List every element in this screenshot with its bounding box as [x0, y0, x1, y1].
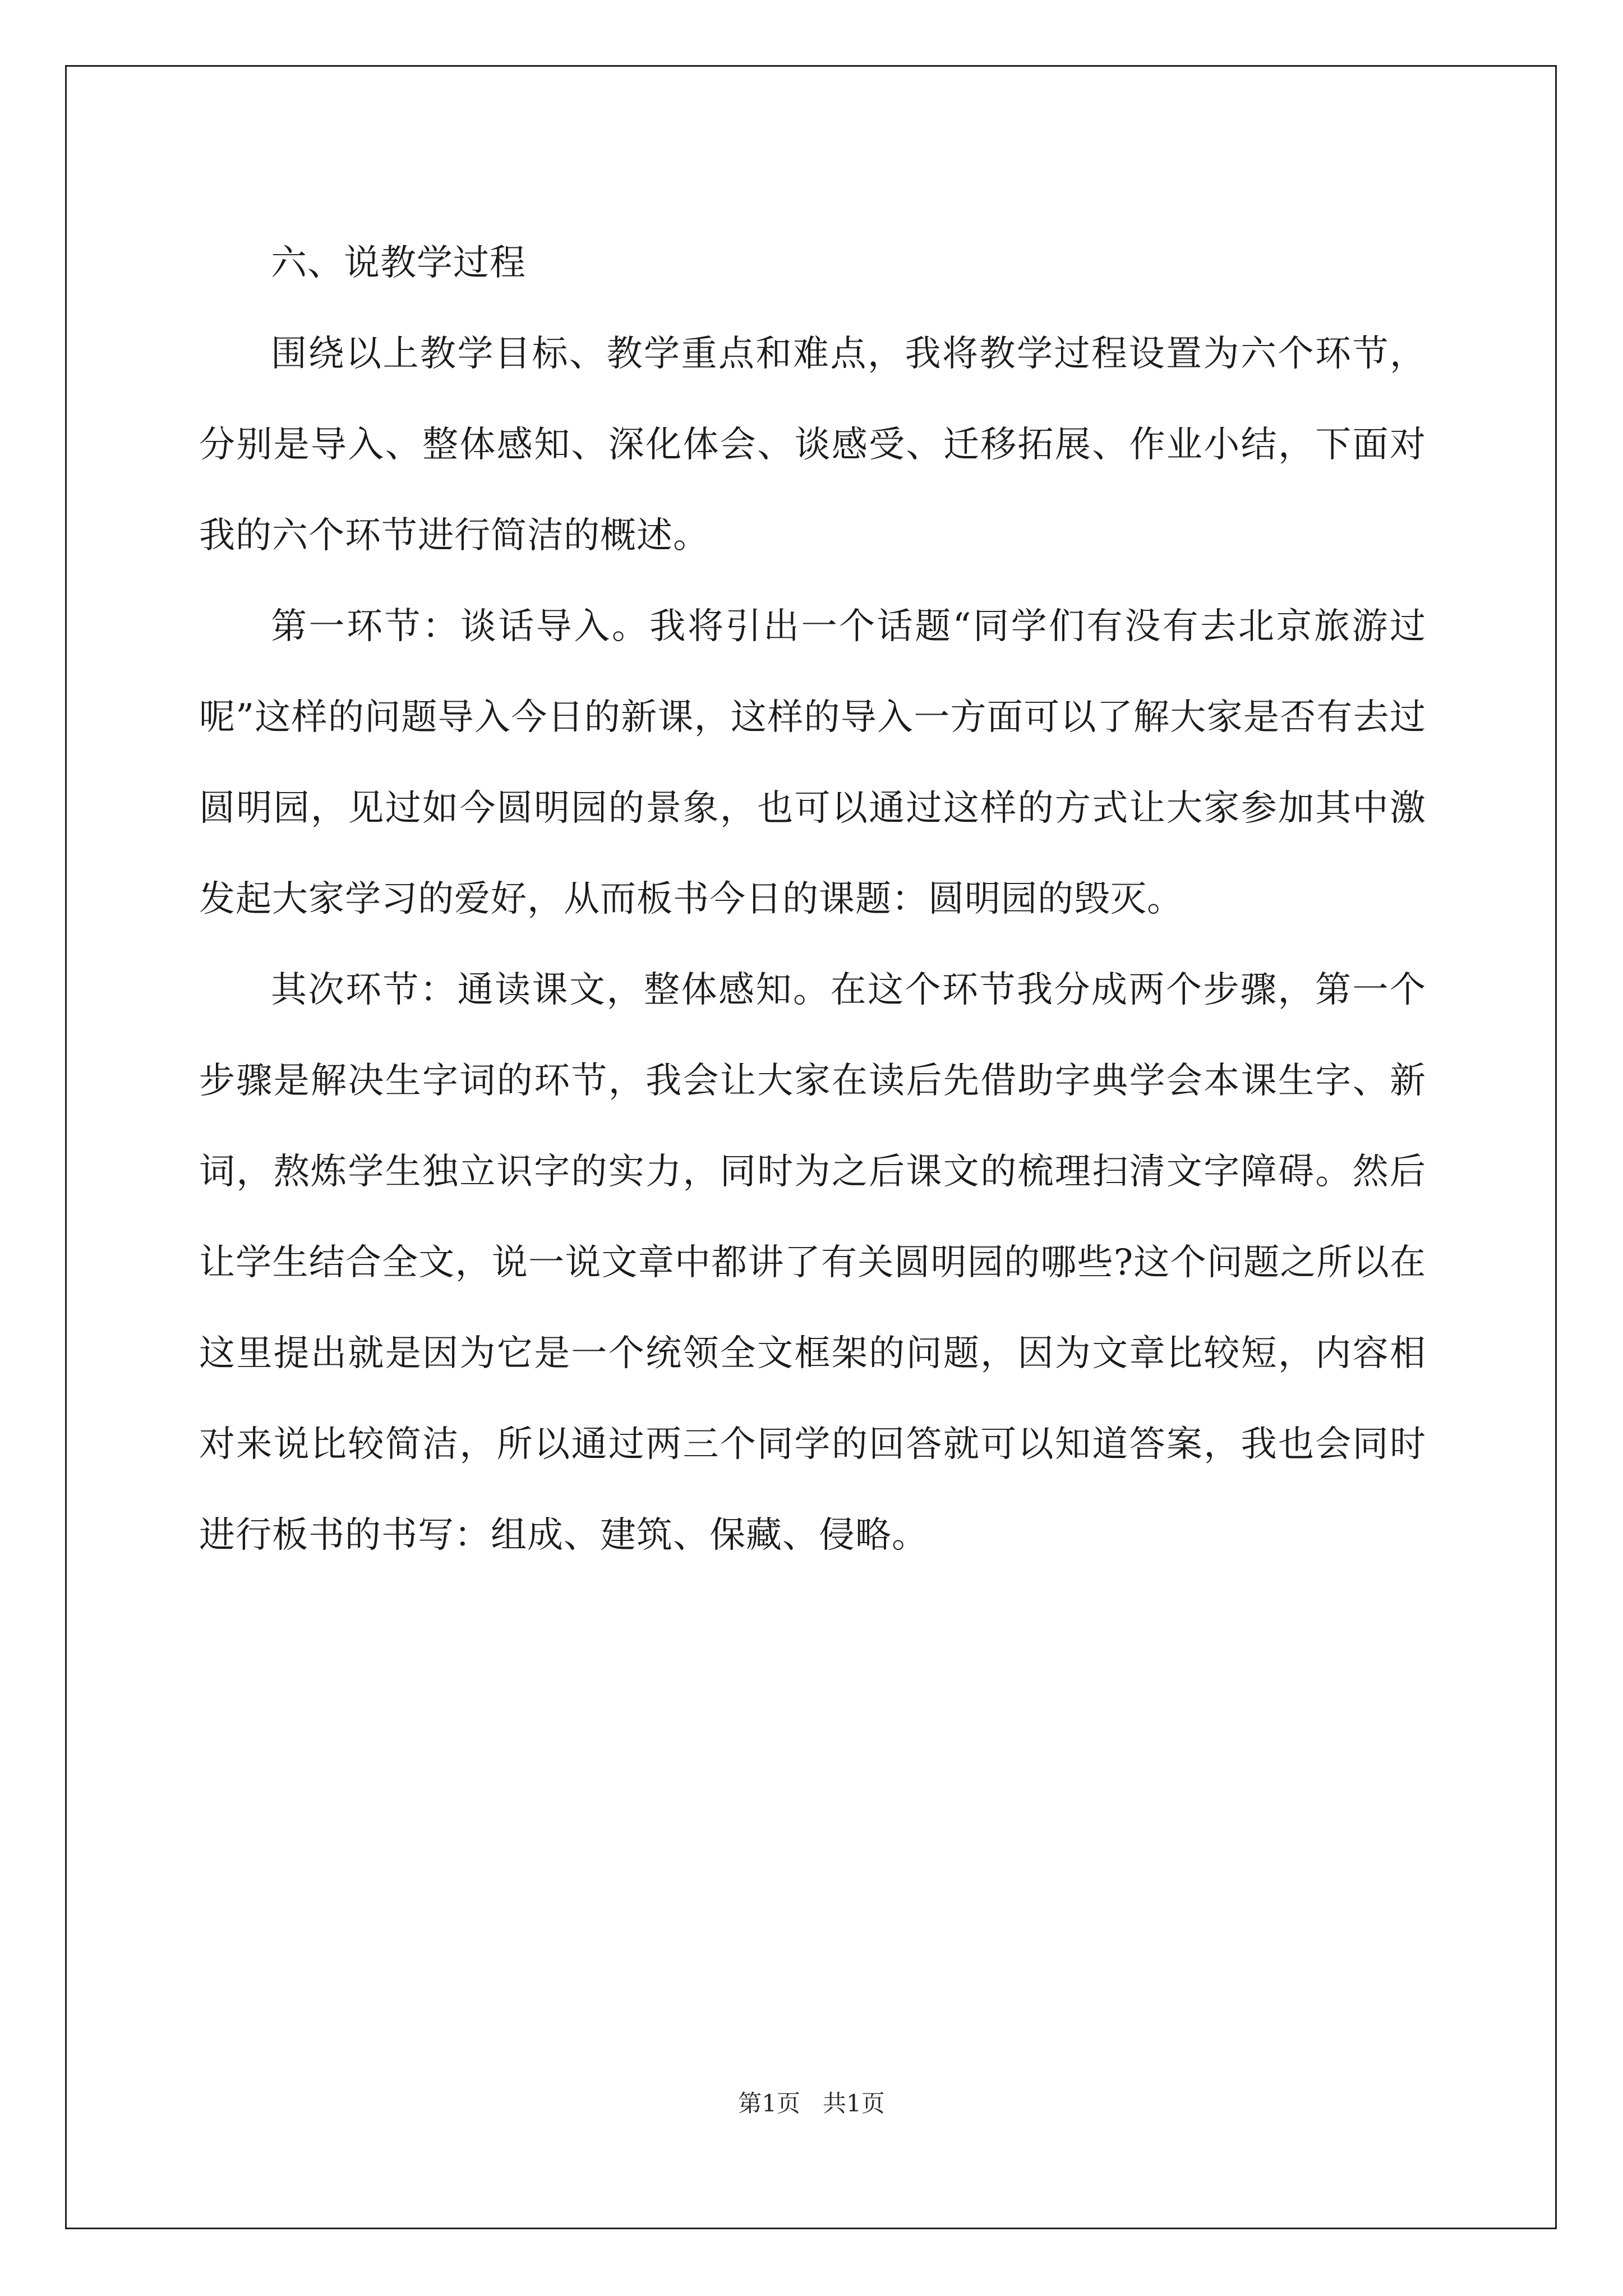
page-number-current: 第1页 — [738, 2090, 800, 2117]
paragraph-step-two: 其次环节：通读课文，整体感知。在这个环节我分成两个步骤，第一个步骤是解决生字词的环节，我会让大家在读后先借助字典学会本课生字、新词，熬炼学生独立识字的实力，同时为之后课文的梳理扫清文字障碍。然后让学生结合全文，说一说文章中都讲了有关圆明园的哪些?这个问题之所以在这里提出就是因为它是一个统领全文框架的问题，因为文章比较短，内容相对来说比较简洁，所以通过两三个同学的回答就可以知道答案，我也会同时进行板书的书写：组成、建筑、保藏、侵略。 — [199, 969, 1426, 1556]
paragraph-overview: 围绕以上教学目标、教学重点和难点，我将教学过程设置为六个环节，分别是导入、整体感知、深化体会、谈感受、迁移拓展、作业小结，下面对我的六个环节进行简洁的概述。 — [199, 333, 1426, 556]
section-heading: 六、说教学过程 — [271, 242, 526, 284]
page-footer — [0, 2087, 1623, 2120]
page-number-total: 共1页 — [823, 2090, 885, 2117]
document-body — [199, 218, 1426, 1581]
paragraph-step-one: 第一环节：谈话导入。我将引出一个话题“同学们有没有去北京旅游过呢”这样的问题导入今日的新课，这样的导入一方面可以了解大家是否有去过圆明园，见过如今圆明园的景象，也可以通过这样的方式让大家参加其中激发起大家学习的爱好，从而板书今日的课题：圆明园的毁灭。 — [199, 606, 1426, 920]
